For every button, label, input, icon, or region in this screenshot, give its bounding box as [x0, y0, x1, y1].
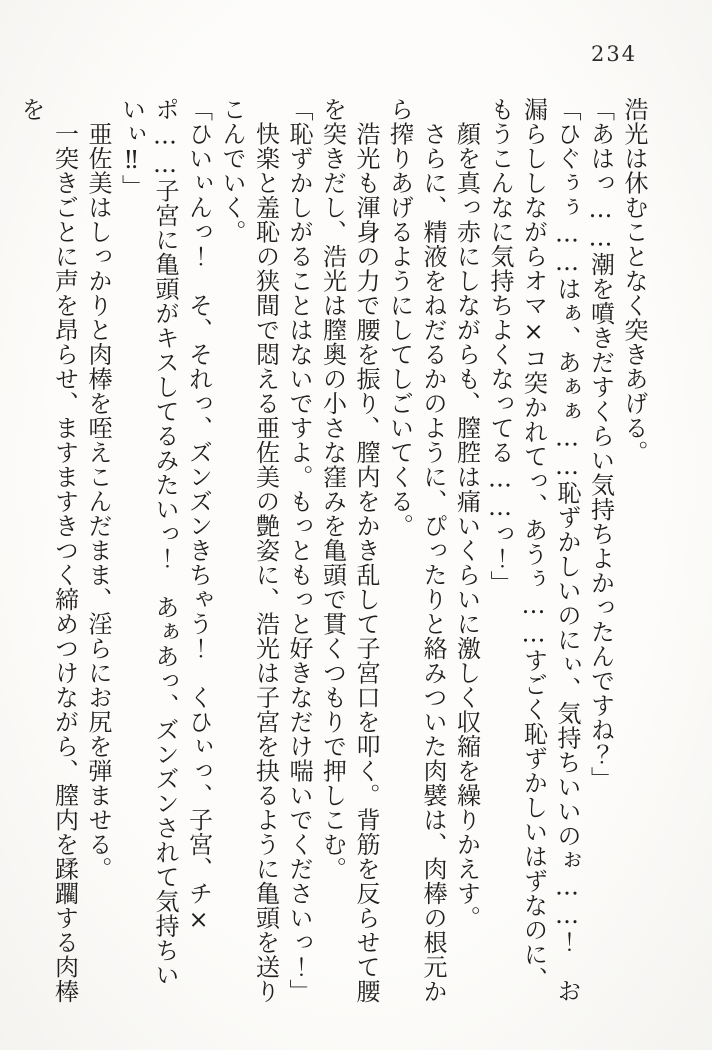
paragraph-dialogue: 「あはっ……潮を噴きだすくらい気持ちよかったんですね？」	[586, 97, 615, 791]
paragraph-dialogue: 「ひぐぅぅ……はぁ、あぁぁ……恥ずかしいのにぃ、気持ちいいのぉ……！ お漏らししながらオマ×コ突かれてっ、あうぅ……すごく恥ずかしいはずなのに、もうこんなに気持ちよくなってる……っ！」	[486, 97, 581, 1003]
paragraph-narration: 浩光は休むことなく突きあげる。	[620, 97, 648, 465]
page-text-block	[14, 97, 651, 1009]
paragraph-dialogue: 「恥ずかしがることはないですよ。もっともっと好きなだけ喘いでくださいっ！」	[285, 97, 313, 1004]
paragraph-narration: 快楽と羞恥の狭間で悶える亜佐美の艶姿に、浩光は子宮を抉るように亀頭を送りこんでいく。	[218, 97, 280, 1004]
paragraph-narration: さらに、精液をねだるかのように、ぴったりと絡みついた肉襞は、肉棒の根元から搾りあげるようにしてしごいてくる。	[385, 97, 447, 1004]
paragraph-narration: 浩光も渾身の力で腰を振り、膣内をかき乱して子宮口を叩く。背筋を反らせて腰を突きだし、浩光は膣奥の小さな窪みを亀頭で貫くつもりで押しこむ。	[318, 97, 380, 1004]
paragraph-narration: 亜佐美はしっかりと肉棒を咥えこんだまま、淫らにお尻を弾ませる。	[84, 97, 112, 881]
paragraph-narration: 顔を真っ赤にしながらも、膣腔は痛いくらいに激しく収縮を繰りかえす。	[452, 97, 481, 930]
page-number: 234	[591, 42, 638, 66]
paragraph-dialogue: 「ひいぃんっ！ そ、それっ、ズンズンきちゃう！ くひぃっ、子宮、チ×ポ……子宮に亀頭がキスしてるみたいっ！ あぁあっ、ズンズンされて気持ちいいぃ‼」	[117, 97, 213, 987]
paragraph-narration: 一突きごとに声を昂らせ、ますますきつく締めつけながら、膣内を蹂躙する肉棒を	[17, 97, 79, 1004]
